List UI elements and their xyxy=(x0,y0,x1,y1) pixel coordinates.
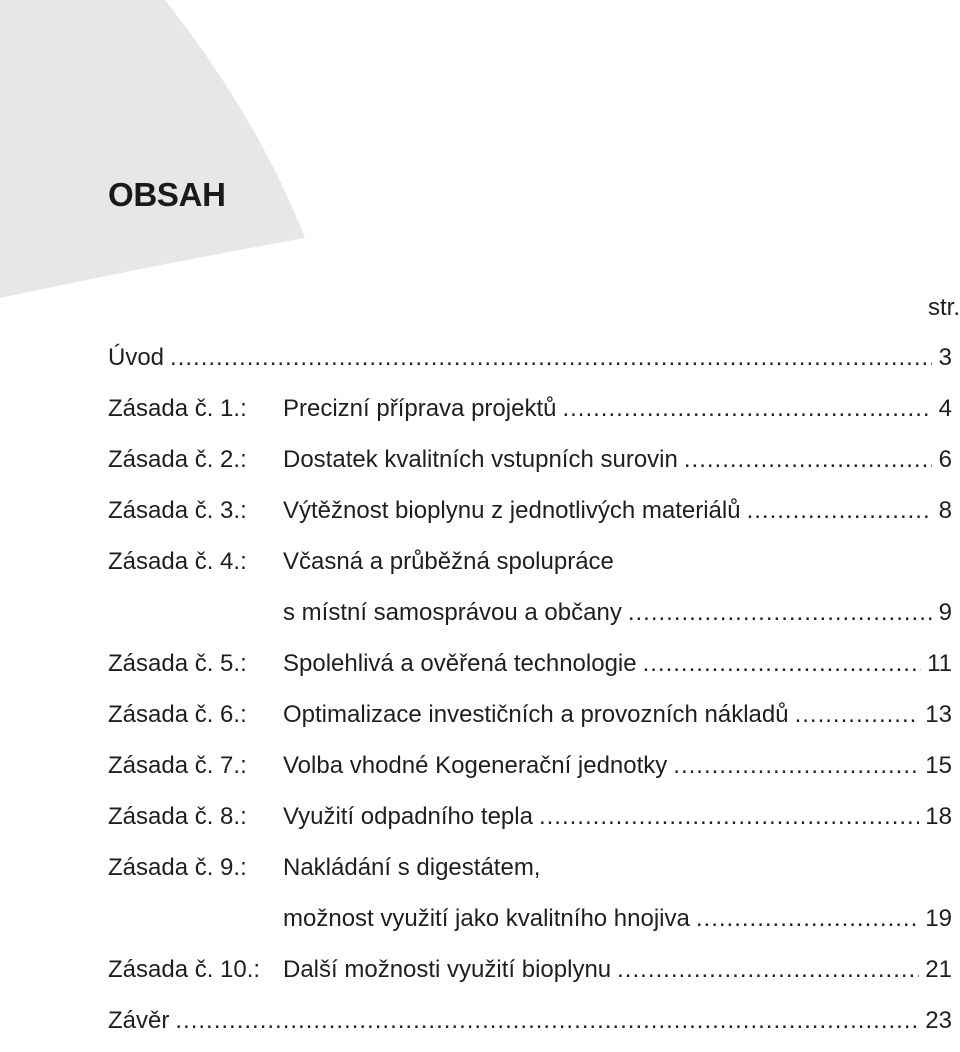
toc-entry-zasada-9-cont[interactable] xyxy=(108,899,952,950)
dot-leader xyxy=(628,593,932,633)
dot-leader xyxy=(747,491,932,531)
toc-entry-label: Zásada č. 6.: xyxy=(108,701,247,728)
toc-entry-page: 19 xyxy=(925,905,952,932)
toc-entry-label: Zásada č. 1.: xyxy=(108,395,247,422)
toc-entry-zasada-4-cont[interactable] xyxy=(108,593,952,644)
dot-leader xyxy=(562,389,932,429)
toc-entry-page: 23 xyxy=(925,1007,952,1034)
dot-leader xyxy=(673,746,919,786)
toc-entry-page: 3 xyxy=(938,344,952,371)
toc-entry-zasada-2[interactable] xyxy=(108,440,952,491)
toc-entry-zasada-9[interactable] xyxy=(108,848,952,899)
toc-entry-title-cont: možnost využití jako kvalitního hnojiva xyxy=(283,905,690,932)
toc-entry-label: Zásada č. 9.: xyxy=(108,854,247,881)
toc-entry-label: Zásada č. 8.: xyxy=(108,803,247,830)
dot-leader xyxy=(696,899,919,939)
toc-entry-label: Zásada č. 3.: xyxy=(108,497,247,524)
toc-entry-zasada-4[interactable] xyxy=(108,542,952,593)
toc-entry-title: Další možnosti využití bioplynu xyxy=(283,956,612,983)
dot-leader xyxy=(539,797,919,837)
toc-entry-zasada-1[interactable] xyxy=(108,389,952,440)
toc-entry-label: Závěr xyxy=(108,1007,170,1034)
toc-entry-page: 8 xyxy=(938,497,952,524)
toc-entry-page: 11 xyxy=(927,650,952,677)
toc-entry-title-cont: s místní samosprávou a občany xyxy=(283,599,622,626)
toc-entry-zasada-8[interactable] xyxy=(108,797,952,848)
toc-entry-zasada-7[interactable] xyxy=(108,746,952,797)
dot-leader xyxy=(170,338,932,378)
dot-leader xyxy=(795,695,920,735)
toc-entry-title: Výtěžnost bioplynu z jednotlivých materiálů xyxy=(283,497,741,524)
toc-entry-zaver[interactable] xyxy=(108,1001,952,1052)
toc-entry-title: Optimalizace investičních a provozních nákladů xyxy=(283,701,789,728)
toc-entry-title: Dostatek kvalitních vstupních surovin xyxy=(283,446,678,473)
toc-entry-page: 4 xyxy=(938,395,952,422)
toc-entry-page: 15 xyxy=(925,752,952,779)
toc-entry-page: 6 xyxy=(938,446,952,473)
table-of-contents xyxy=(108,338,952,1052)
toc-entry-page: 18 xyxy=(925,803,952,830)
toc-entry-title: Volba vhodné Kogenerační jednotky xyxy=(283,752,668,779)
toc-entry-label: Zásada č. 10.: xyxy=(108,956,261,983)
toc-entry-label: Úvod xyxy=(108,344,165,371)
page-column-label: str. xyxy=(927,294,960,321)
toc-entry-title: Spolehlivá a ověřená technologie xyxy=(283,650,637,677)
dot-leader xyxy=(643,644,921,684)
dot-leader xyxy=(175,1001,919,1041)
toc-entry-zasada-6[interactable] xyxy=(108,695,952,746)
toc-entry-title: Využití odpadního tepla xyxy=(283,803,533,830)
toc-entry-title: Včasná a průběžná spolupráce xyxy=(283,548,614,575)
toc-entry-label: Zásada č. 4.: xyxy=(108,548,247,575)
toc-entry-title: Nakládání s digestátem, xyxy=(283,854,541,881)
toc-entry-uvod[interactable] xyxy=(108,338,952,389)
toc-entry-page: 21 xyxy=(925,956,952,983)
dot-leader xyxy=(684,440,932,480)
toc-entry-page: 9 xyxy=(938,599,952,626)
toc-entry-label: Zásada č. 7.: xyxy=(108,752,247,779)
page-title: OBSAH xyxy=(108,176,226,213)
toc-entry-zasada-10[interactable] xyxy=(108,950,952,1001)
toc-entry-label: Zásada č. 5.: xyxy=(108,650,247,677)
toc-entry-zasada-3[interactable] xyxy=(108,491,952,542)
toc-entry-label: Zásada č. 2.: xyxy=(108,446,247,473)
dot-leader xyxy=(617,950,919,990)
toc-entry-page: 13 xyxy=(925,701,952,728)
toc-entry-title: Precizní příprava projektů xyxy=(283,395,557,422)
toc-entry-zasada-5[interactable] xyxy=(108,644,952,695)
